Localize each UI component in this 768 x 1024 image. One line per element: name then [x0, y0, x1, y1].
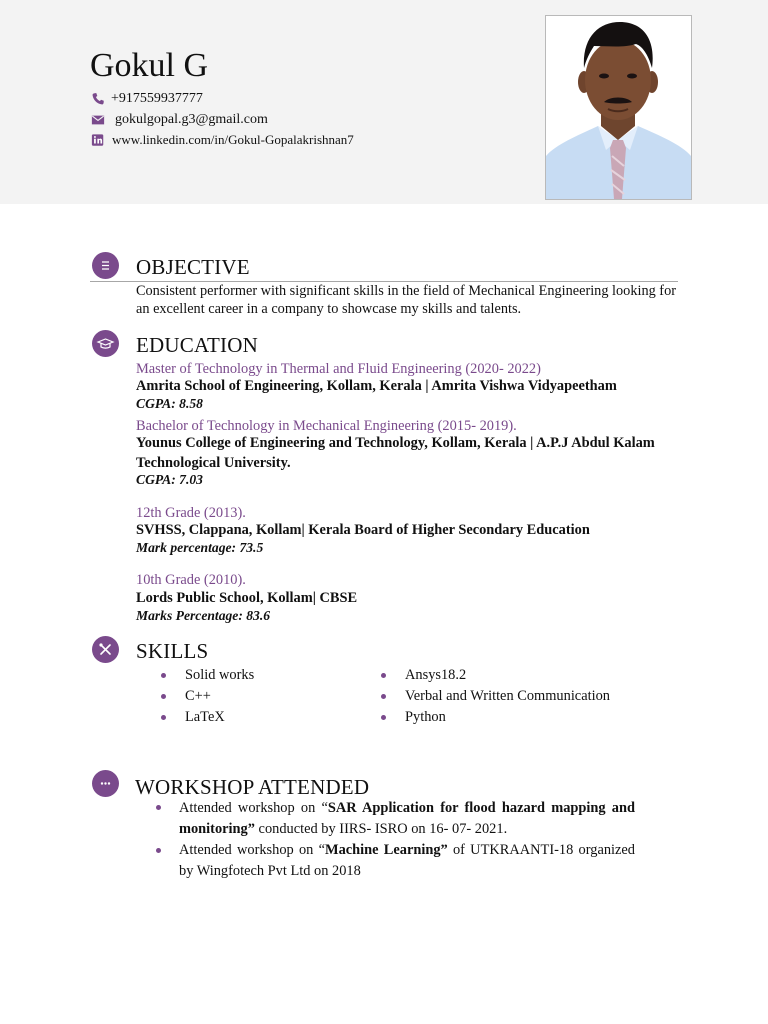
skill-item: Python [405, 709, 446, 725]
institution: Lords Public School, Kollam| CBSE [136, 590, 358, 606]
bullet-icon [161, 673, 166, 678]
degree-title: 12th Grade (2013). [136, 505, 246, 521]
workshop-topic: SAR Application for flood hazard mapping and monitoring” [179, 800, 635, 837]
profile-photo [545, 15, 692, 200]
email-row [91, 111, 268, 129]
bullet-icon [156, 805, 161, 810]
workshop-text: Attended workshop on “ [179, 842, 325, 858]
skills-title: SKILLS [136, 639, 209, 663]
institution: SVHSS, Clappana, Kollam| Kerala Board of Higher Secondary Education [136, 522, 590, 538]
workshop-text: of UTKRAANTI-18 organized by Wingfotech Pvt Ltd on 2018 [179, 842, 635, 879]
degree-title: Bachelor of Technology in Mechanical Engineering (2015- 2019). [136, 418, 517, 434]
objective-icon [92, 252, 119, 279]
more-dots-icon [92, 770, 119, 797]
bullet-icon [381, 715, 386, 720]
workshop-item [179, 840, 635, 881]
degree-title: Master of Technology in Thermal and Fluid Engineering (2020- 2022) [136, 361, 541, 377]
bullet-icon [156, 848, 161, 853]
skill-item: Solid works [185, 667, 255, 683]
objective-title: OBJECTIVE [136, 255, 250, 279]
email-link[interactable]: gokulgopal.g3@gmail.com [115, 112, 268, 127]
linkedin-row [91, 131, 354, 149]
workshop-title: WORKSHOP ATTENDED [135, 775, 370, 799]
skill-item: Ansys18.2 [405, 667, 467, 683]
bullet-icon [161, 694, 166, 699]
candidate-name: Gokul G [90, 47, 209, 84]
workshop-text: conducted by IIRS- ISRO on 16- 07- 2021. [254, 820, 508, 837]
skill-item: C++ [185, 688, 211, 704]
linkedin-link[interactable]: www.linkedin.com/in/Gokul-Gopalakrishnan7 [112, 132, 354, 147]
bullet-icon [381, 694, 386, 699]
score: CGPA: 8.58 [136, 396, 203, 411]
institution: Younus College of Engineering and Technology, Kollam, Kerala | A.P.J Abdul Kalam Technological University. [136, 435, 655, 471]
education-title: EDUCATION [136, 333, 258, 357]
phone-row [91, 90, 203, 108]
institution: Amrita School of Engineering, Kollam, Kerala | Amrita Vishwa Vidyapeetham [136, 378, 617, 394]
degree-title: 10th Grade (2010). [136, 572, 246, 588]
mail-icon [91, 113, 105, 127]
score: Mark percentage: 73.5 [136, 540, 264, 555]
objective-text: Consistent performer with significant skills in the field of Mechanical Engineering looking for an excellent career in a company to showcase my skills and talents. [136, 283, 676, 317]
workshop-topic: Machine Learning” [324, 842, 448, 858]
score: CGPA: 7.03 [136, 472, 203, 487]
phone-icon [91, 92, 105, 106]
workshop-text: Attended workshop on “ [179, 800, 328, 816]
skill-item: LaTeX [185, 709, 225, 725]
bullet-icon [161, 715, 166, 720]
bullet-icon [381, 673, 386, 678]
linkedin-icon [91, 133, 105, 147]
graduation-cap-icon [92, 330, 119, 357]
score: Marks Percentage: 83.6 [136, 608, 271, 623]
workshop-item [179, 798, 635, 839]
phone-number: +917559937777 [111, 91, 203, 106]
tools-icon [92, 636, 119, 663]
section-divider [90, 281, 678, 282]
skill-item: Verbal and Written Communication [405, 688, 610, 704]
